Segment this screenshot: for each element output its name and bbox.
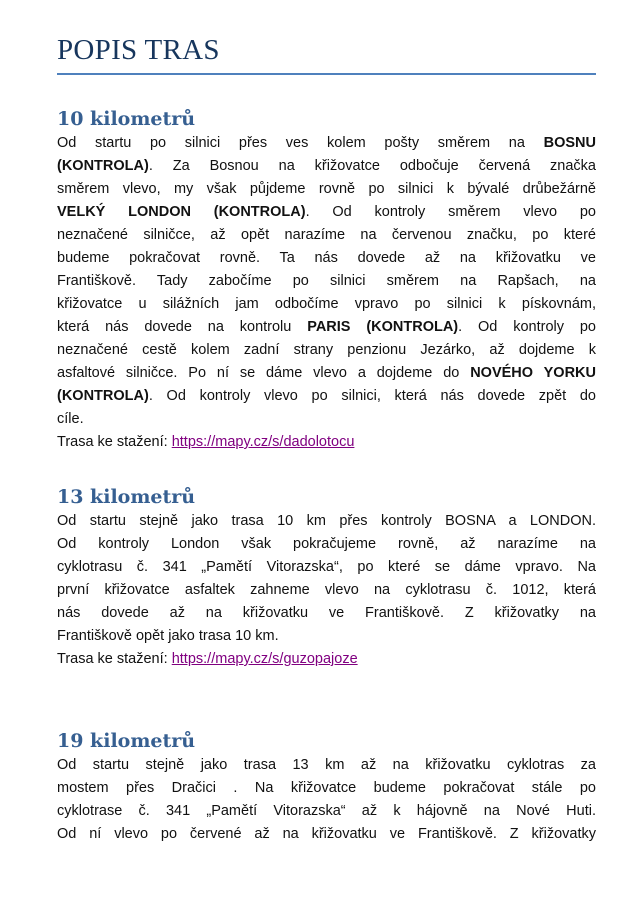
text-run: nás dovede až na křižovatku ve Františkově. Z křižovatky na bbox=[57, 605, 596, 621]
download-line bbox=[57, 648, 596, 671]
text-line bbox=[57, 362, 596, 385]
bold-text: PARIS (KONTROLA) bbox=[307, 319, 459, 335]
text-run: cyklotrasu č. 341 „Pamětí Vitorazska“, po které se dáme vpravo. Na bbox=[57, 559, 596, 575]
text-line bbox=[57, 247, 596, 270]
bold-text: NOVÉHO YORKU bbox=[470, 365, 596, 381]
text-run: Od kontroly London však pokračujeme rovně, až narazíme na bbox=[57, 536, 596, 552]
text-run: cyklotrase č. 341 „Pamětí Vitorazska“ až k hájovně na Nové Huti. bbox=[57, 803, 596, 819]
bold-text: BOSNU bbox=[543, 135, 596, 151]
bold-text: (KONTROLA) bbox=[57, 158, 149, 174]
text-line bbox=[57, 270, 596, 293]
text-line bbox=[57, 823, 596, 846]
section-10km bbox=[57, 107, 596, 454]
download-label: Trasa ke stažení: bbox=[57, 651, 172, 667]
text-run: Františkově. Tady zabočíme po silnici směrem na Rapšach, na bbox=[57, 273, 596, 289]
text-run: Od startu stejně jako trasa 13 km až na křižovatku cyklotras za bbox=[57, 757, 596, 773]
download-link[interactable]: https://mapy.cz/s/dadolotocu bbox=[171, 434, 355, 450]
text-run: křižovatce u silážních jam odbočíme vpravo po silnici k pískovnám, bbox=[57, 296, 596, 312]
text-run: . Od kontroly vlevo po silnici, která nás dovede zpět do bbox=[148, 388, 596, 404]
text-run: Od startu stejně jako trasa 10 km přes kontroly BOSNA a LONDON. bbox=[57, 513, 596, 529]
text-run: . Za Bosnou na křižovatce odbočuje červená značka bbox=[148, 158, 596, 174]
text-run: Františkově opět jako trasa 10 km. bbox=[57, 628, 279, 644]
page-title: POPIS TRAS bbox=[57, 34, 220, 66]
section-13km bbox=[57, 485, 596, 671]
text-run: . Od kontroly po bbox=[458, 319, 596, 335]
text-line bbox=[57, 316, 596, 339]
text-run: asfaltové silničce. Po ní se dáme vlevo a dojdeme do bbox=[57, 365, 471, 381]
text-line bbox=[57, 224, 596, 247]
text-line bbox=[57, 293, 596, 316]
text-line bbox=[57, 533, 596, 556]
text-line bbox=[57, 408, 596, 431]
section-body bbox=[57, 754, 596, 846]
section-heading: 13 kilometrů bbox=[57, 486, 196, 508]
section-body bbox=[57, 510, 596, 648]
text-line bbox=[57, 625, 596, 648]
text-run: . Od kontroly směrem vlevo po bbox=[305, 204, 596, 220]
section-heading: 19 kilometrů bbox=[57, 730, 196, 752]
download-line bbox=[57, 431, 596, 454]
text-line bbox=[57, 385, 596, 408]
text-line bbox=[57, 178, 596, 201]
bold-text: VELKÝ LONDON (KONTROLA) bbox=[57, 204, 306, 220]
download-label: Trasa ke stažení: bbox=[57, 434, 172, 450]
text-line bbox=[57, 510, 596, 533]
text-line bbox=[57, 754, 596, 777]
text-run: Od startu po silnici přes ves kolem pošty směrem na bbox=[57, 135, 544, 151]
text-run: Od ní vlevo po červené až na křižovatku ve Františkově. Z křižovatky bbox=[57, 826, 596, 842]
text-line bbox=[57, 339, 596, 362]
text-line bbox=[57, 579, 596, 602]
text-line bbox=[57, 602, 596, 625]
text-run: mostem přes Dračici . Na křižovatce budeme pokračovat stále po bbox=[57, 780, 596, 796]
text-line bbox=[57, 777, 596, 800]
text-run: budeme pokračovat rovně. Ta nás dovede až na křižovatku ve bbox=[57, 250, 596, 266]
section-19km bbox=[57, 729, 596, 846]
text-line bbox=[57, 800, 596, 823]
text-line bbox=[57, 201, 596, 224]
text-line bbox=[57, 556, 596, 579]
text-line bbox=[57, 155, 596, 178]
section-body bbox=[57, 132, 596, 431]
title-underline bbox=[57, 73, 596, 75]
text-run: první křižovatce asfaltek zahneme vlevo na cyklotrasu č. 1012, která bbox=[57, 582, 596, 598]
text-run: neznačené cestě kolem zadní strany penzionu Jezárko, až dojdeme k bbox=[57, 342, 596, 358]
section-heading: 10 kilometrů bbox=[57, 108, 196, 130]
text-run: směrem vlevo, my však půjdeme rovně po silnici k bývalé drůbežárně bbox=[57, 181, 596, 197]
text-line bbox=[57, 132, 596, 155]
text-run: neznačené silničce, až opět narazíme na červenou značku, po které bbox=[57, 227, 596, 243]
text-run: cíle. bbox=[57, 411, 84, 427]
download-link[interactable]: https://mapy.cz/s/guzopajoze bbox=[171, 651, 358, 667]
bold-text: (KONTROLA) bbox=[57, 388, 149, 404]
text-run: která nás dovede na kontrolu bbox=[57, 319, 308, 335]
